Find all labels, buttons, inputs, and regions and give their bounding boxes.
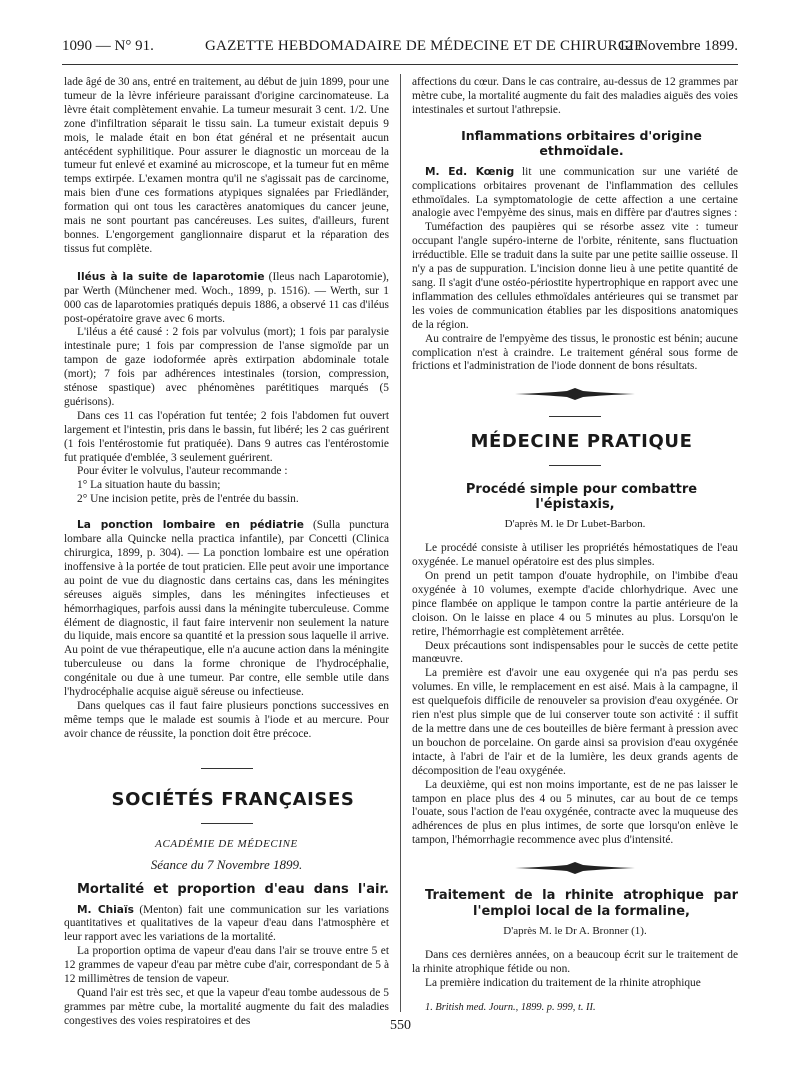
chiais-continuation: affections du cœur. Dans le cas contraire, au-dessus de 12 grammes par mètre cube, la mortalité augmente du fait des maladies aiguës des voies intestinales et surtout l'athrepsie. bbox=[412, 76, 738, 116]
inflammations-title-line1: Inflammations orbitaires d'origine bbox=[461, 127, 702, 143]
ileus-list-item-2: 2° Une incision petite, près de l'entrée du bassin. bbox=[77, 493, 299, 506]
academie-heading: ACADÉMIE DE MÉDECINE bbox=[155, 837, 298, 850]
mortalite-title: Mortalité et proportion d'eau dans l'air. bbox=[77, 881, 389, 897]
epistaxis-author: D'après M. le Dr Lubet-Barbon. bbox=[504, 518, 646, 531]
rhinite-p1: Dans ces dernières années, on a beaucoup écrit sur le traitement de la rhinite atrophique fétide ou non. bbox=[412, 949, 738, 975]
article-continuation: lade âgé de 30 ans, entré en traitement, au début de juin 1899, pour une tumeur de la lèvre inférieure paraissant d'origine carcinomateuse. La lèvre était complètement envahie. La tumeur mesurait 3 cent. 1/2. Une zone d'infiltration séparait le tissu sain. La tumeur existait depuis 9 mois, le malade était en bon état général et ne présentait aucun antécédent syphilitique. Pour assurer le diagnostic un morceau de la tumeur fut enlevé et examiné au microscope, et la tumeur fut en même temps extirpée. L'examen montra qu'il ne s'agissait pas de carcinome, mais bien d'une ces formations atypiques signalées par Friedländer, formation qui ont tous les caractères anatomiques du cancer jeune, mais ne sont pourtant pas cancéreuses. Les suites, d'ailleurs, furent bonnes. L'engorgement ganglionnaire disparut et la réparation des tissus fut complète. bbox=[64, 76, 389, 255]
column-divider bbox=[400, 74, 401, 1012]
page-number: 1090 — N° 91. bbox=[62, 38, 154, 54]
folio-number: 550 bbox=[390, 1018, 411, 1033]
ponction-intro: (Sulla punctura lombare alla Quincke nella practica infantile), par Concetti (Clinica chirurgica, 1899, p. 304). — La ponction lombaire est une opération inoffensive à la portée de tout praticien. Elle peut avoir une importance au point de vue du diagnostic dans certains cas, dans les méningites séreuses aiguës simples, dans les méningites infectieuses et hémorrhagiques, parfois aussi dans la méningite tuberculeuse. Comme élément de diagnostic, il faut faire intervenir non seulement la nature du liquide, mais encore sa quantité et la pression sous laquelle il arrive. Au point de vue thérapeutique, elle n'a aucune action dans la méningite tuberculeuse ou dans la forme chronique de l'hydrocéphalie, congénitale ou due à une tumeur. Par contre, elle semble utile dans l'hydrocéphalie acquise aiguë séreuse ou infectieuse. bbox=[64, 519, 389, 699]
ileus-intro: (Ileus nach Laparotomie), par Werth (Münchener med. Woch., 1899, p. 1516). — Werth, sur 1 000 cas de laparotomies pratiqués depuis 1886, a observé 11 cas d'iléus post-opératoire grave avec 6 morts. bbox=[64, 270, 389, 325]
footnote: 1. British med. Journ., 1899. p. 999, t. II. bbox=[425, 1001, 596, 1013]
chiais-name: M. Chiaïs bbox=[77, 903, 134, 916]
chiais-paragraph bbox=[64, 904, 389, 946]
ileus-list-item-1: 1° La situation haute du bassin; bbox=[77, 479, 221, 492]
epistaxis-p3: Deux précautions sont indispensables pour le succès de cette petite manœuvre. bbox=[412, 639, 738, 666]
ponction-conclusion: Dans quelques cas il faut faire plusieurs ponctions successives en même temps que le malade est soumis à l'iode et au mercure. Pour avoir chance de réussite, la ponction doit être précoce. bbox=[64, 699, 389, 740]
societes-heading: SOCIÉTÉS FRANÇAISES bbox=[111, 788, 355, 810]
running-header bbox=[62, 38, 738, 60]
ileus-causes: L'iléus a été causé : 2 fois par volvulus (mort); 1 fois par paralysie intestinale pure; 1 fois par compression de l'anse sigmoïde par un tampon de gaze iodoformée après extirpation abdominale totale (mort); 7 fois par adhérences intestinales (torsion, compression, sténose spastique) avec phénomènes parétitiques marqués (5 guérisons). bbox=[64, 326, 389, 408]
epistaxis-p1: Le procédé consiste à utiliser les propriétés hémostatiques de l'eau oxygénée. Le manuel opératoire est des plus simples. bbox=[412, 542, 738, 569]
epistaxis-p2: On prend un petit tampon d'ouate hydrophile, on l'imbibe d'eau oxygénée à 10 volumes, exempte d'acide chlorhydrique. Avec une pince flambée on applique le tampon contre la partie antérieure de la cloison. On le laisse en place 4 ou 5 minutes au plus. Lorsqu'on le retire, l'hémorrhagie est complètement arrêtée. bbox=[412, 570, 738, 638]
koenig-text: lit une communication sur une variété de complications orbitaires provenant de l'inflammation des cellules ethmoïdales. La symptomatologie de cette affection a une certaine analogie avec l'empyème des sinus, mais en diffère par d'autres signes : bbox=[412, 165, 738, 220]
koenig-name: M. Ed. Kœnig bbox=[425, 165, 515, 178]
seance-date: Séance du 7 Novembre 1899. bbox=[150, 856, 303, 872]
ileus-paragraph bbox=[64, 271, 389, 327]
rhinite-title-line2: l'emploi local de la formaline, bbox=[473, 904, 690, 920]
right-column bbox=[412, 76, 738, 1015]
ileus-recommendation: Pour éviter le volvulus, l'auteur recommande : bbox=[77, 465, 288, 478]
issue-date: 12 Novembre 1899. bbox=[618, 38, 738, 54]
chiais-dry-air: Quand l'air est très sec, et que la vapeur d'eau tombe audessous de 5 grammes par mètre cube, la mortalité augmente du fait des maladies congestives des voies respiratoires et des bbox=[64, 986, 389, 1027]
rhinite-author: D'après M. le Dr A. Bronner (1). bbox=[503, 925, 647, 938]
ileus-title: Iléus à la suite de laparotomie bbox=[77, 270, 265, 283]
ponction-title: La ponction lombaire en pédiatrie bbox=[77, 519, 304, 532]
ornament-divider-icon bbox=[515, 388, 635, 400]
medecine-pratique-heading: MÉDECINE PRATIQUE bbox=[470, 431, 693, 453]
epistaxis-p4: La première est d'avoir une eau oxygenée qui n'a pas perdu ses volumes. En ville, le remplacement en est aisé. Mais à la campagne, il est quelquefois difficile de renouveler sa provision d'eau oxygénée. Or rien n'est plus simple que de lui conserver toute son activité : il suffit de la mettre dans une de ces bouteilles de bière fermant à pression avec un bouchon de porcelaine. On garde ainsi sa provision d'eau oxygénée intacte, à l'abri de l'air et de la lumière, les deux grands agents de décomposition de l'eau oxygénée. bbox=[412, 667, 738, 777]
journal-title: GAZETTE HEBDOMADAIRE DE MÉDECINE ET DE CHIRURGIE bbox=[205, 38, 644, 54]
koenig-paragraph bbox=[412, 166, 738, 222]
chiais-text: (Menton) fait une communication sur les variations quantitatives et qualitatives de la vapeur d'eau dans l'atmosphère et leur rapport avec les variations de la mortalité. bbox=[64, 903, 389, 944]
epistaxis-title: Procédé simple pour combattre l'épistaxis, bbox=[465, 482, 698, 513]
koenig-symptoms: Tuméfaction des paupières qui se résorbe assez vite : tumeur occupant l'angle supéro-interne de l'orbite, rénitente, sans fluctuation irréductible. Elle se traduit dans la suite par une petite saillie osseuse. Il n'y a pas de suppuration. L'incision donne lieu à une petite quantité de sang. Il s'agit d'une ostéo-périostite hypertrophique en rapport avec une inflammation des cellules ethmoïdales antérieures qui se transmet par les voies de communication établies par les dispositions anatomiques de la région. bbox=[412, 221, 738, 331]
koenig-prognosis: Au contraire de l'empyème des tissus, le pronostic est bénin; aucune complication n'est à craindre. Le traitement général sous forme de frictions et l'administration de l'iode donnent de bons résultats. bbox=[412, 332, 738, 373]
rhinite-title-line1: Traitement de la rhinite atrophique par bbox=[425, 888, 738, 904]
rhinite-p2: La première indication du traitement de la rhinite atrophique bbox=[425, 976, 701, 989]
ornament-divider-icon bbox=[515, 862, 635, 874]
epistaxis-p5: La deuxième, qui est non moins importante, est de ne pas laisser le tampon en place plus des 4 ou 5 minutes, car au bout de ce temps l'ouate, sous l'action de l'eau oxygénée, contracte avec la muqueuse des adhérences de plus en plus intimes, de sorte que lorsqu'on enlève le tampon, l'hémorrhagie recommence avec plus d'intensité. bbox=[412, 778, 738, 847]
left-column bbox=[64, 76, 389, 1029]
ponction-paragraph bbox=[64, 519, 389, 700]
ileus-operations: Dans ces 11 cas l'opération fut tentée; 2 fois l'abdomen fut ouvert largement et l'intestin, pris dans le bassin, fut libéré; les 2 cas guérirent (1 fois l'entérostomie fut pratiquée). Dans 9 autres cas l'entérostomie fut pratiquée d'emblée, 3 seulement guérirent. bbox=[64, 409, 389, 464]
chiais-proportion: La proportion optima de vapeur d'eau dans l'air se trouve entre 5 et 12 grammes de vapeur d'eau par mètre cube d'air, correspondant de 5 à 12 millimètres de tension de vapeur. bbox=[64, 945, 389, 986]
inflammations-title-line2: ethmoïdale. bbox=[539, 142, 624, 158]
header-rule bbox=[62, 64, 738, 65]
